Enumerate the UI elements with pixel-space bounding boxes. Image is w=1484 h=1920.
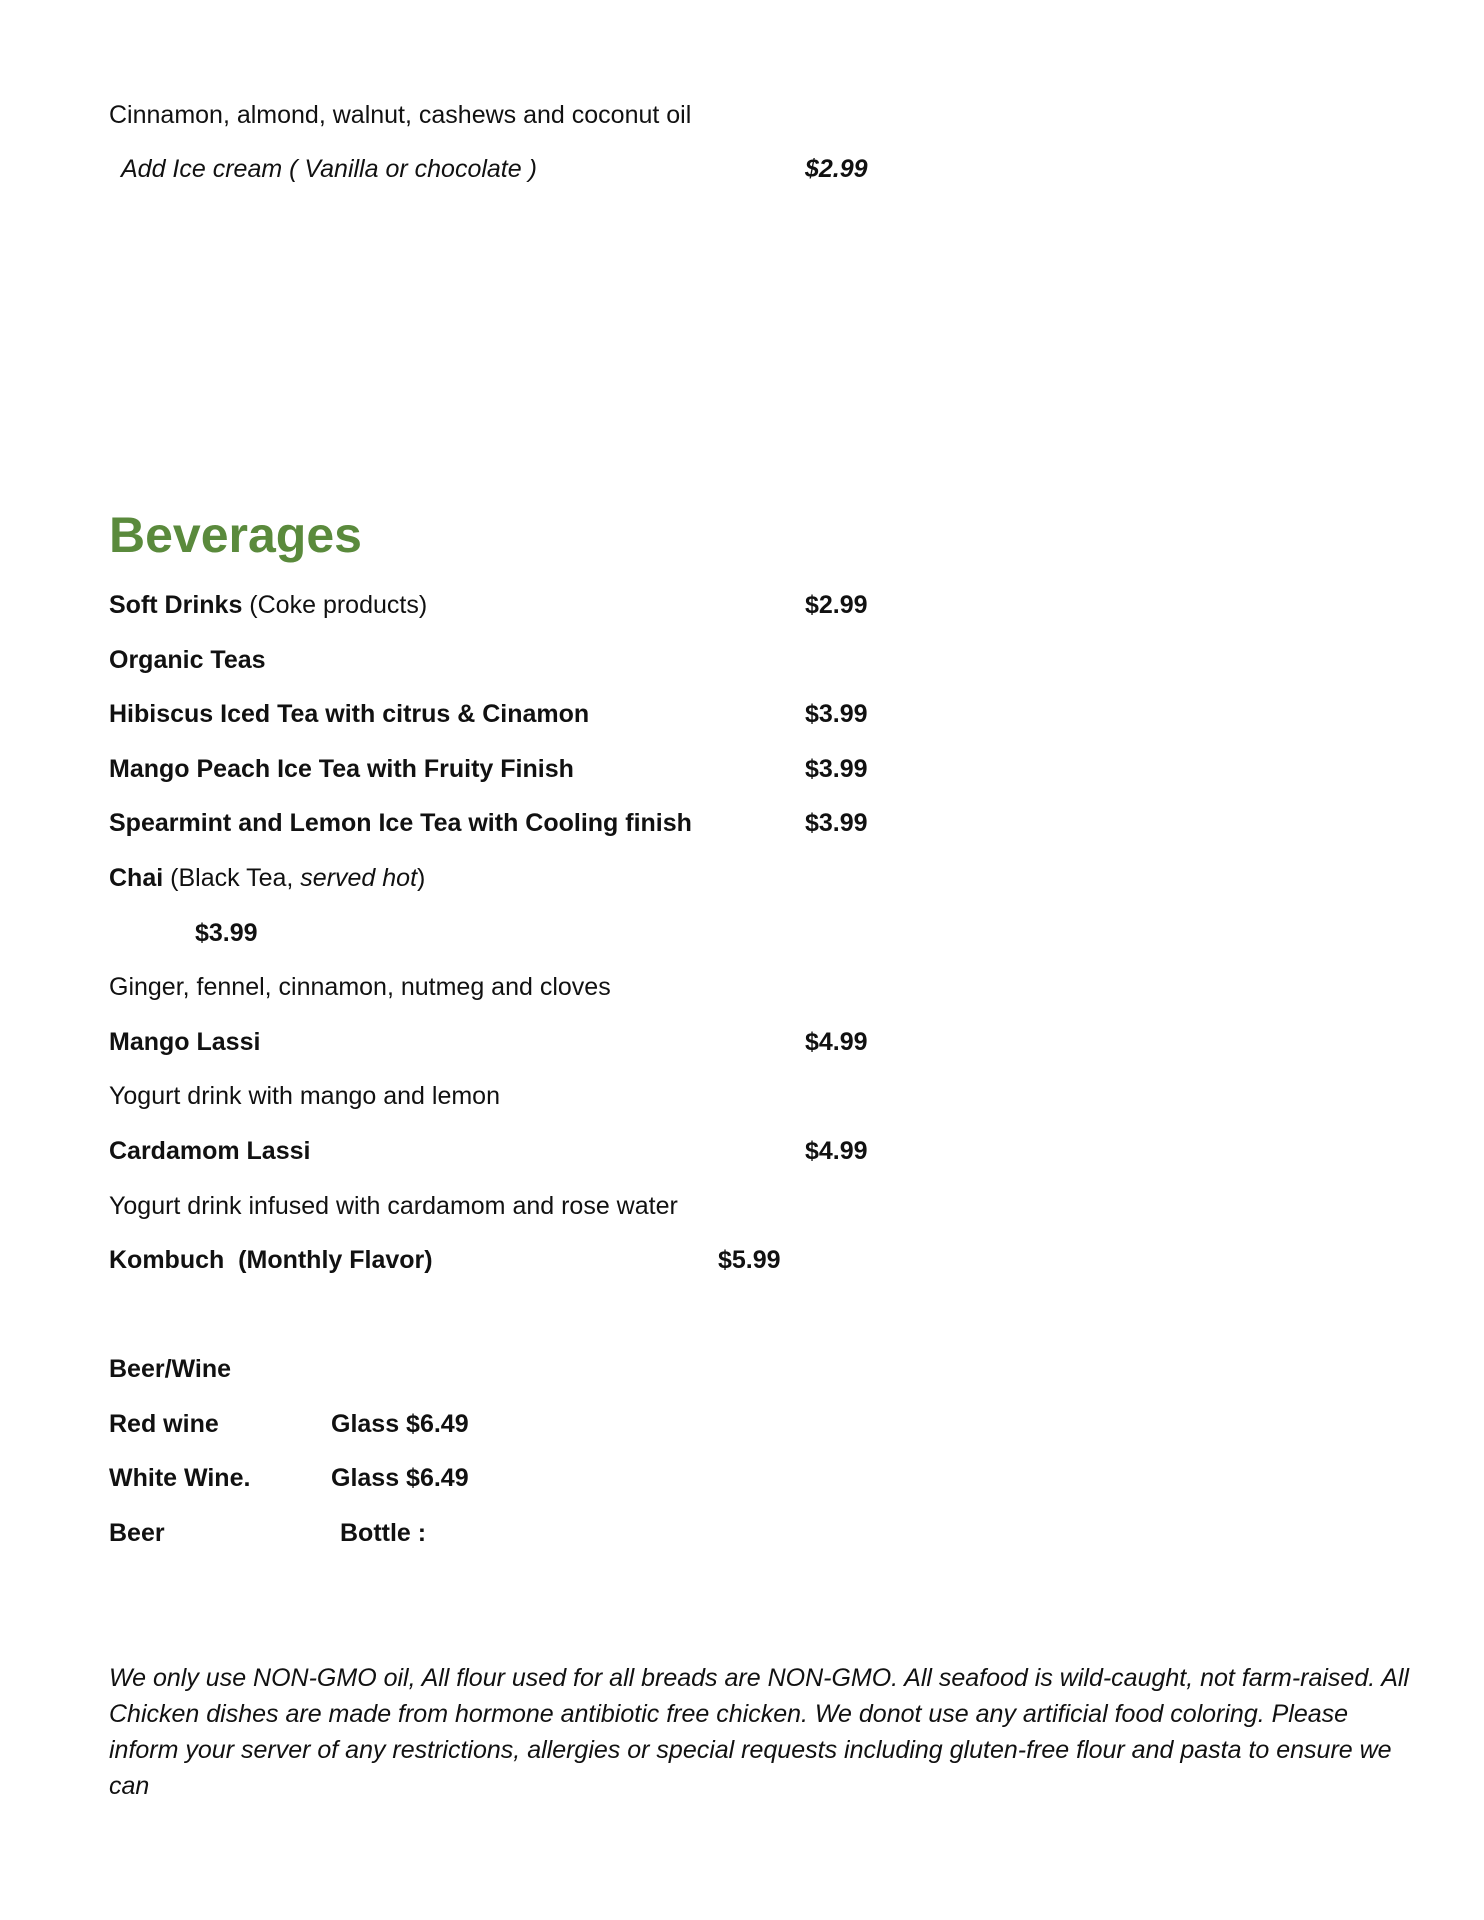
red-wine-name: Red wine: [109, 1410, 219, 1438]
kombucha-price: $5.99: [718, 1246, 781, 1274]
cardamom-lassi-price: $4.99: [805, 1137, 868, 1165]
soft-drinks-name: Soft Drinks: [109, 591, 243, 619]
beer-price: Bottle :: [340, 1519, 427, 1547]
spearmint-tea-name: Spearmint and Lemon Ice Tea with Cooling finish: [109, 809, 692, 837]
chai-note-close: ): [417, 864, 426, 892]
beer-wine-label: Beer/Wine: [109, 1355, 232, 1383]
mango-lassi-description: Yogurt drink with mango and lemon: [109, 1082, 500, 1110]
chai-note-open: (Black Tea,: [163, 864, 301, 892]
mango-peach-tea-price: $3.99: [805, 755, 868, 783]
organic-teas-label: Organic Teas: [109, 646, 266, 674]
chai-price: $3.99: [195, 919, 258, 947]
hibiscus-tea-price: $3.99: [805, 700, 868, 728]
soft-drinks-note: (Coke products): [242, 591, 428, 619]
cardamom-lassi-description: Yogurt drink infused with cardamom and rose water: [109, 1192, 678, 1220]
cardamom-lassi-name: Cardamom Lassi: [109, 1137, 311, 1165]
beverages-heading: Beverages: [109, 507, 362, 563]
mango-peach-tea-name: Mango Peach Ice Tea with Fruity Finish: [109, 755, 574, 783]
sourcing-note: We only use NON-GMO oil, All flour used for all breads are NON-GMO. All seafood is wild-caught, not farm-raised. All Chicken dishes are made from hormone antibiotic free chicken. We donot use any artificial food coloring. Please inform your server of any restrictions, allergies or special requests including gluten-free flour and pasta to ensure we can: [109, 1664, 1409, 1800]
soft-drinks-item: [109, 590, 427, 620]
mango-lassi-price: $4.99: [805, 1028, 868, 1056]
white-wine-name: White Wine.: [109, 1464, 251, 1492]
red-wine-price: Glass $6.49: [331, 1410, 469, 1438]
kombucha-name: Kombuch (Monthly Flavor): [109, 1246, 433, 1274]
beer-name: Beer: [109, 1519, 165, 1547]
chai-name: Chai: [109, 864, 164, 892]
ice-cream-addon-price: $2.99: [805, 155, 868, 183]
hibiscus-tea-name: Hibiscus Iced Tea with citrus & Cinamon: [109, 700, 590, 728]
chai-item: [109, 863, 425, 893]
ice-cream-addon-label: Add Ice cream ( Vanilla or chocolate ): [121, 155, 537, 183]
soft-drinks-price: $2.99: [805, 591, 868, 619]
mango-lassi-name: Mango Lassi: [109, 1028, 261, 1056]
chai-note-italic: served hot: [300, 864, 418, 892]
spearmint-tea-price: $3.99: [805, 809, 868, 837]
dessert-description: Cinnamon, almond, walnut, cashews and coconut oil: [109, 101, 692, 129]
white-wine-price: Glass $6.49: [331, 1464, 469, 1492]
chai-description: Ginger, fennel, cinnamon, nutmeg and cloves: [109, 973, 611, 1001]
